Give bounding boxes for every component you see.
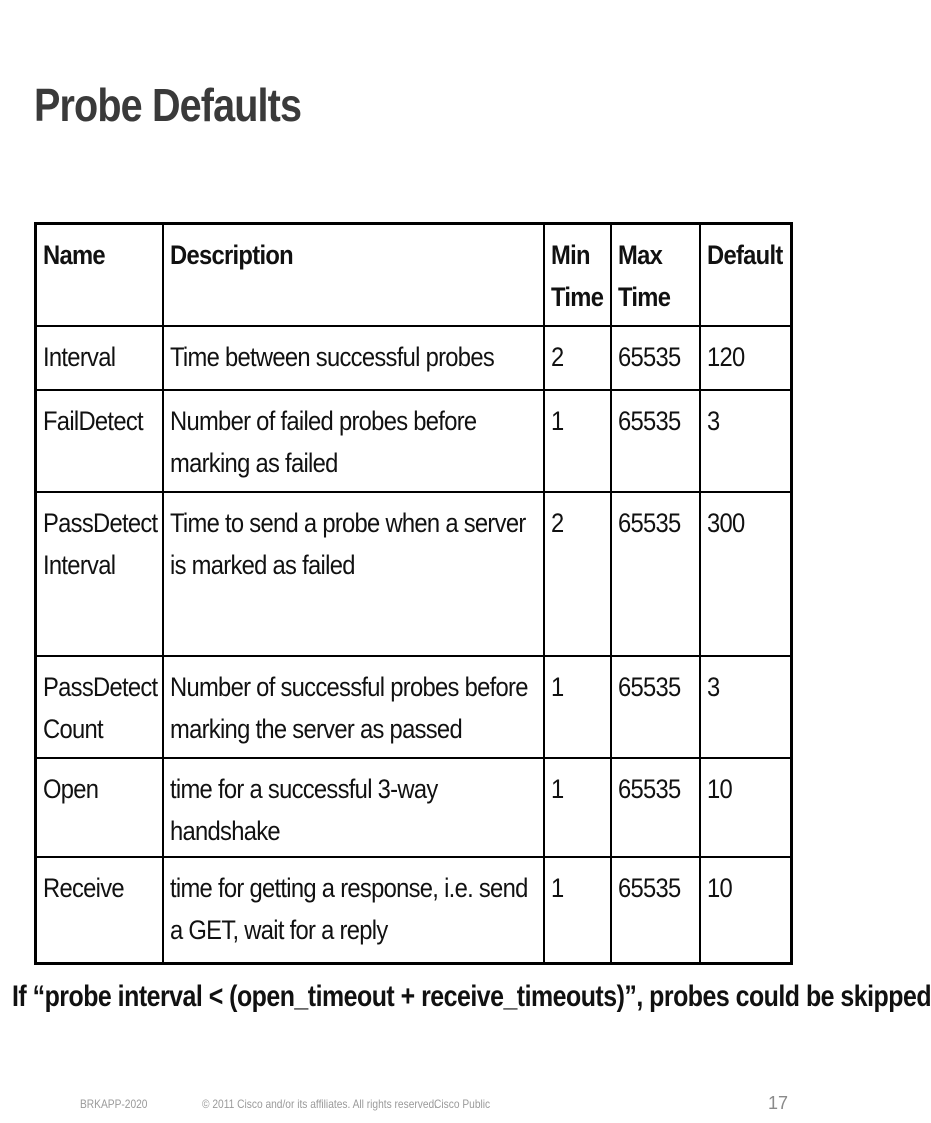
table-row [36,758,792,857]
cell-default: 10 [700,758,792,857]
cell-min-time: 2 [544,492,611,656]
cell-description: Time between successful probes [163,326,544,390]
header-max-time: Max Time [611,224,700,327]
cell-name: PassDetect Count [36,656,163,758]
cell-min-time: 2 [544,326,611,390]
cell-max-time: 65535 [611,857,700,964]
footer-copyright: © 2011 Cisco and/or its affiliates. All rights reserved. [202,1097,438,1111]
table-row [36,857,792,964]
cell-min-time: 1 [544,758,611,857]
page-number: 17 [767,1093,788,1113]
cell-min-time: 1 [544,390,611,492]
header-default: Default [700,224,792,327]
cell-max-time: 65535 [611,390,700,492]
cell-min-time: 1 [544,656,611,758]
cell-description: time for getting a response, i.e. send a GET, wait for a reply [163,857,544,964]
cell-description: Time to send a probe when a server is marked as failed [163,492,544,656]
cell-default: 3 [700,390,792,492]
cell-name: FailDetect [36,390,163,492]
cell-max-time: 65535 [611,758,700,857]
probe-skip-note: If “probe interval < (open_timeout + receive_timeouts)”, probes could be skipped [12,980,931,1013]
cell-description: Number of successful probes before marking the server as passed [163,656,544,758]
cell-min-time: 1 [544,857,611,964]
slide-title: Probe Defaults [34,79,302,131]
header-min-time: Min Time [544,224,611,327]
cell-name: Interval [36,326,163,390]
table-header-row [36,224,792,327]
table-row [36,390,792,492]
table-row [36,326,792,390]
cell-description: time for a successful 3-way handshake [163,758,544,857]
cell-default: 10 [700,857,792,964]
cell-default: 120 [700,326,792,390]
footer-session-code: BRKAPP-2020 [80,1097,148,1111]
cell-default: 300 [700,492,792,656]
cell-max-time: 65535 [611,656,700,758]
footer-classification: Cisco Public [434,1097,491,1111]
header-name: Name [36,224,163,327]
cell-description: Number of failed probes before marking as failed [163,390,544,492]
cell-name: Receive [36,857,163,964]
cell-name: Open [36,758,163,857]
header-description: Description [163,224,544,327]
table-row [36,656,792,758]
cell-max-time: 65535 [611,326,700,390]
probe-defaults-table [34,222,793,965]
cell-name: PassDetect Interval [36,492,163,656]
cell-default: 3 [700,656,792,758]
table-row [36,492,792,656]
cell-max-time: 65535 [611,492,700,656]
